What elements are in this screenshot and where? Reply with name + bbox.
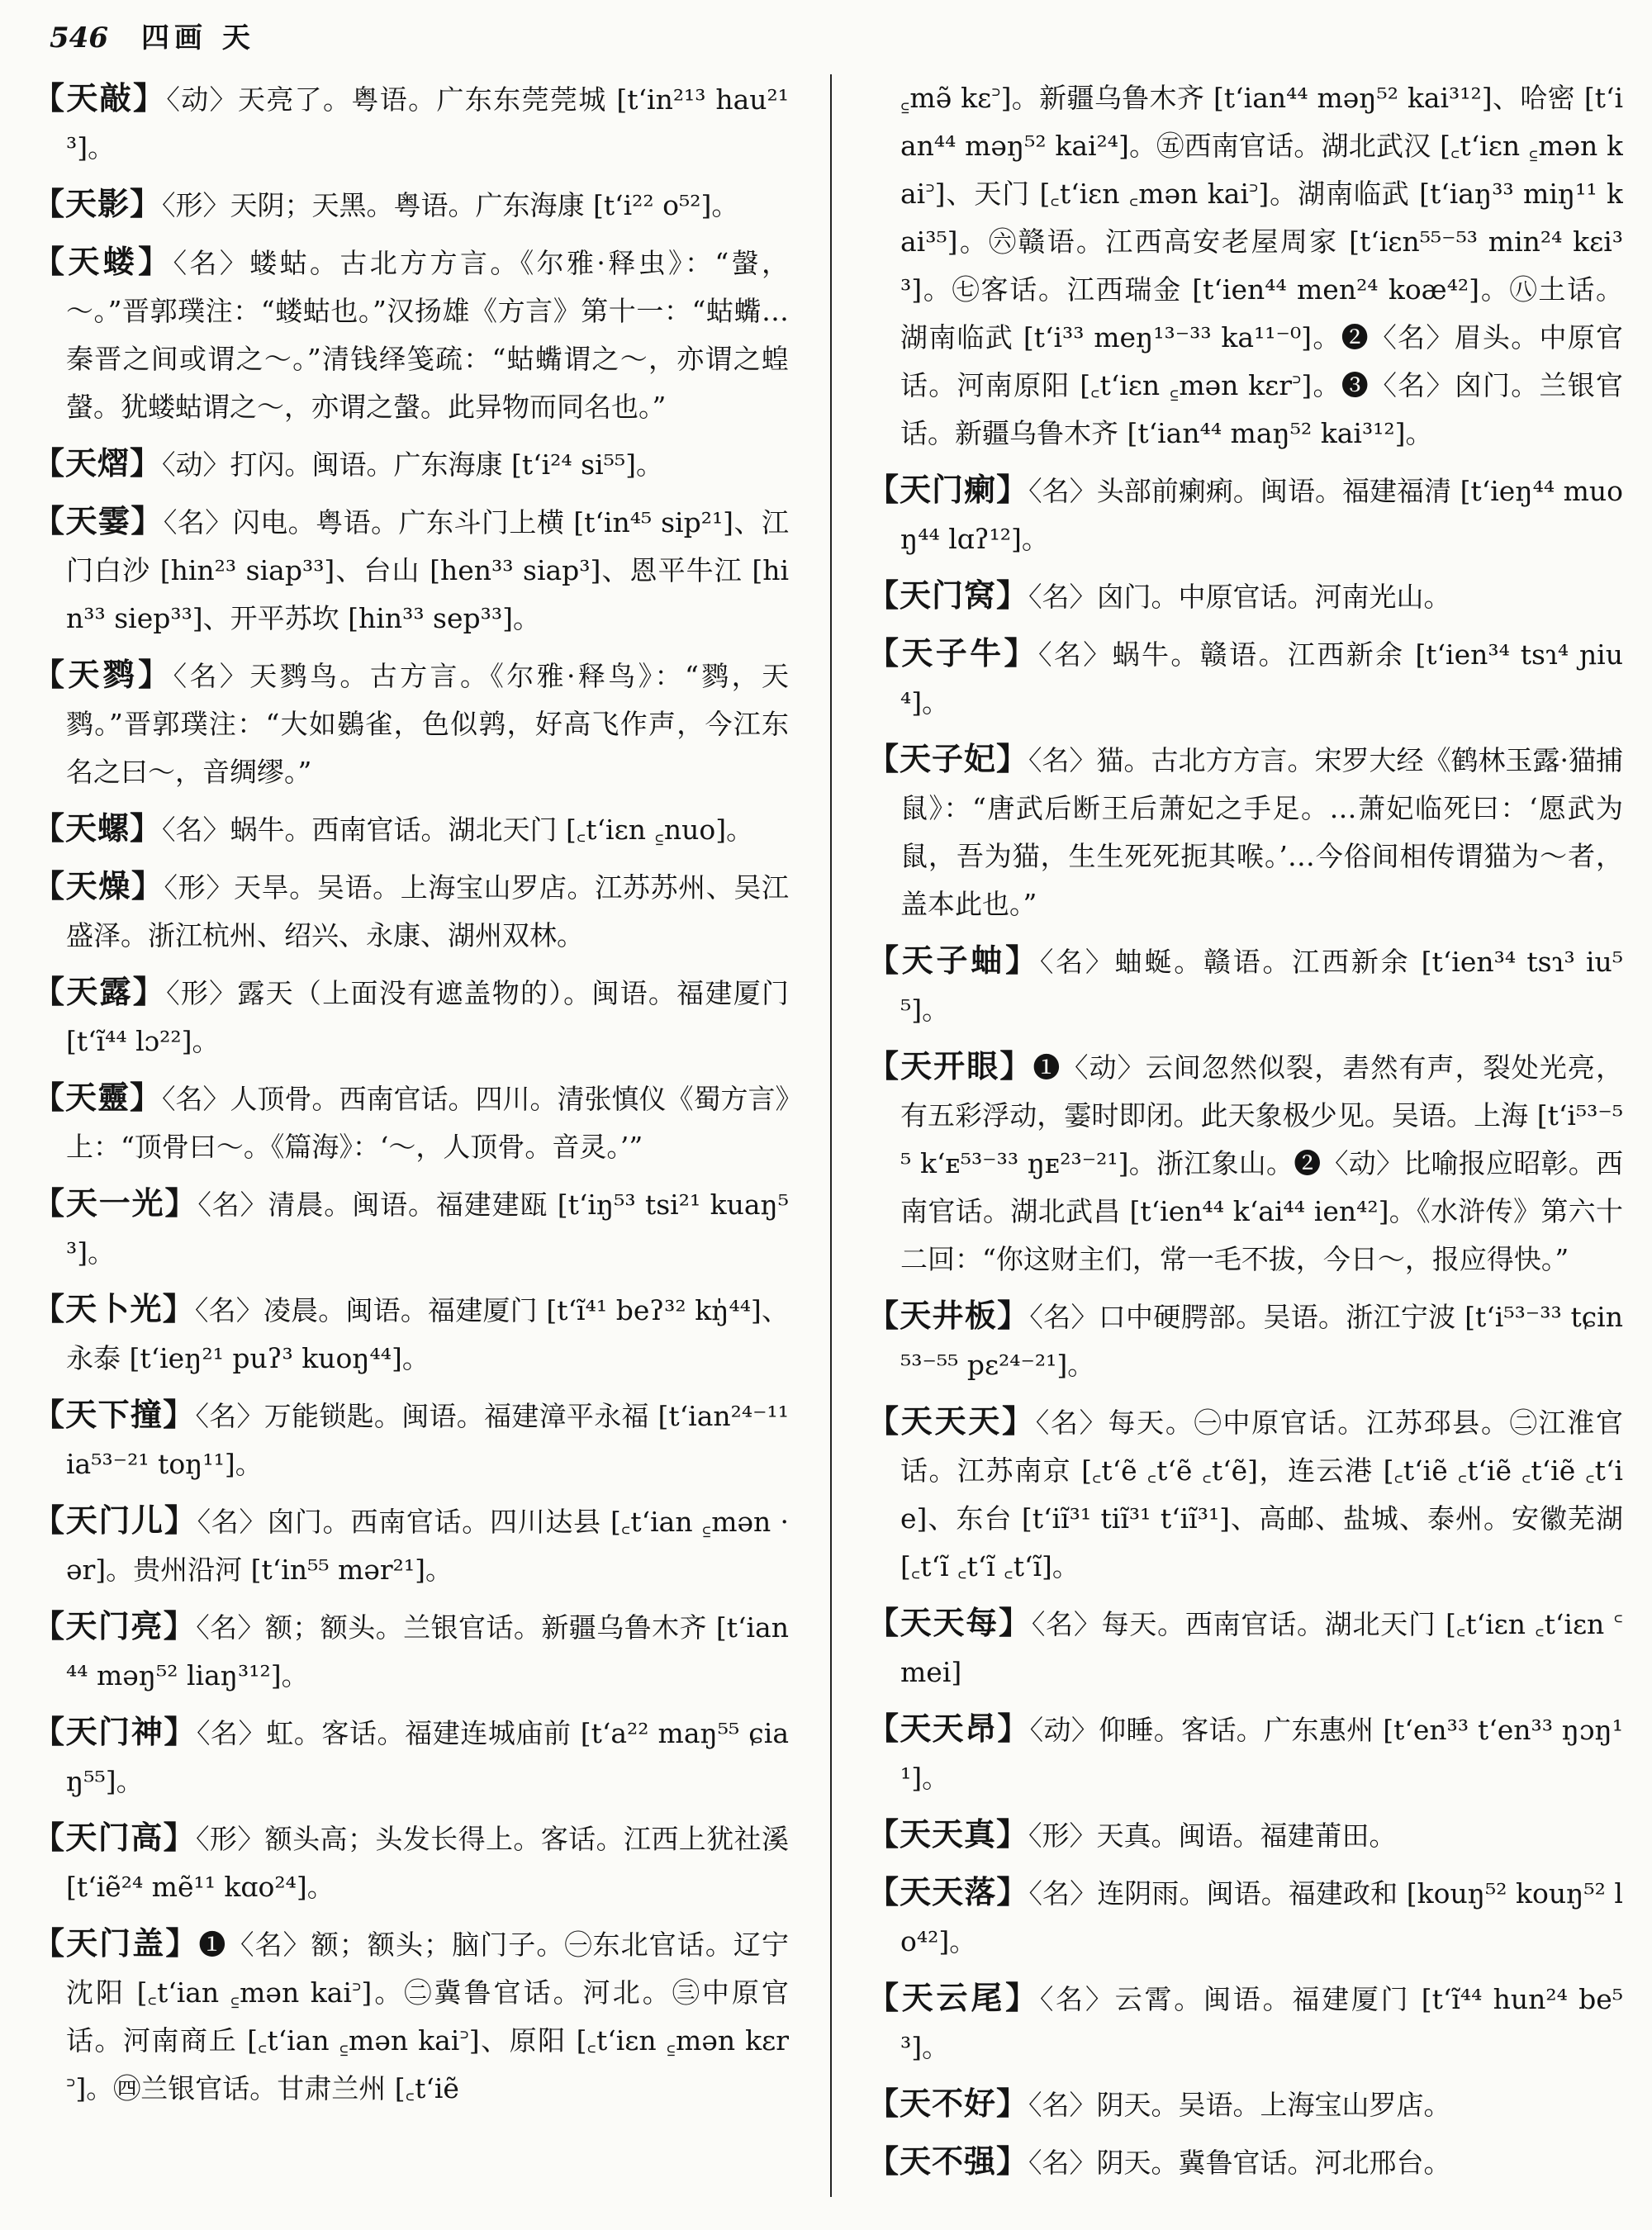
entry-definition: 〈名〉蝼蛄。古北方方言。《尔雅·释虫》：“螜，～。”晋郭璞注：“蝼蛄也。”汉扬雄《方言》第十一：“蛄蟕…秦晋之间或谓之～。”清钱绎笺疏：“蛄蟕谓之～，亦谓之蝗螜。犹蝼蛄谓之～，亦谓之螜。此异物而同名也。” xyxy=(66,247,789,423)
entry-definition: ❶〈名〉额；额头；脑门子。㊀东北官话。辽宁沈阳 [꜀t‘ian ꜁mən kai꜄]。㊁冀鲁官话。河北。㊂中原官话。河南商丘 [꜀t‘ian ꜁mən kai꜄]、原阳 [꜀t‘iɛn ꜁mən kɛr꜄]。㊃兰银官话。甘肃兰州 [꜀t‘iẽ xyxy=(66,1929,789,2104)
entry-headword: 【天天落】 xyxy=(867,1873,1029,1910)
entry-headword: 【天燥】 xyxy=(33,867,164,904)
entry-headword: 【天不强】 xyxy=(867,2142,1029,2180)
entry-headword: 【天子妃】 xyxy=(867,740,1029,777)
dictionary-entry xyxy=(33,439,789,489)
dictionary-entry xyxy=(867,1974,1623,2071)
entry-definition: 〈名〉清晨。闽语。福建建瓯 [t‘iŋ⁵³ tsi²¹ kuaŋ⁵³]。 xyxy=(66,1189,789,1269)
entry-definition: 〈名〉万能锁匙。闽语。福建漳平永福 [t‘ian²⁴⁻¹¹ ia⁵³⁻²¹ toŋ¹¹]。 xyxy=(66,1400,789,1480)
dictionary-entry xyxy=(867,2080,1623,2129)
entry-headword: 【天井板】 xyxy=(867,1297,1030,1334)
entry-headword: 【天影】 xyxy=(33,185,163,222)
entry-headword: 【天鹨】 xyxy=(33,656,173,693)
entry-definition: 〈名〉连阴雨。闽语。福建政和 [kouŋ⁵² kouŋ⁵² lo⁴²]。 xyxy=(900,1877,1623,1957)
dictionary-entry xyxy=(33,804,789,854)
entry-headword: 【天天真】 xyxy=(867,1815,1029,1853)
column-divider xyxy=(830,74,832,2197)
dictionary-entry xyxy=(33,1497,789,1594)
entry-definition: 〈名〉每天。㊀中原官话。江苏邳县。㊁江淮官话。江苏南京 [꜀t‘ẽ ꜀t‘ẽ ꜀t‘ẽ]，连云港 [꜀t‘iẽ ꜀t‘iẽ ꜀t‘iẽ ꜀t‘ie]、东台 [t‘iĩ³¹ tiĩ³¹ t‘iĩ³¹]、高邮、盐城、泰州。安徽芜湖 [꜀t‘ĩ ꜀t‘ĩ ꜀t‘ĩ]。 xyxy=(900,1407,1623,1582)
entry-definition: ꜁mə̃ kɛ꜄]。新疆乌鲁木齐 [t‘ian⁴⁴ məŋ⁵² kai³¹²]、哈密 [t‘ian⁴⁴ məŋ⁵² kai²⁴]。㊄西南官话。湖北武汉 [꜀t‘iɛn ꜁mən kai꜄]、天门 [꜀t‘iɛn ꜀mən kai꜄]。湖南临武 [t‘iaŋ³³ miŋ¹¹ kai³⁵]。㊅赣语。江西高安老屋周家 [t‘iɛn⁵⁵⁻⁵³ min²⁴ kɛi³³]。㊆客话。江西瑞金 [t‘ien⁴⁴ men²⁴ koæ⁴²]。㊇土话。湖南临武 [t‘i³³ meŋ¹³⁻³³ ka¹¹⁻⁰]。❷〈名〉眉头。中原官话。河南原阳 [꜀t‘iɛn ꜁mən kɛr꜄]。❸〈名〉囟门。兰银官话。新疆乌鲁木齐 [t‘ian⁴⁴ maŋ⁵² kai³¹²]。 xyxy=(900,82,1623,449)
entry-definition: 〈名〉虹。客话。福建连城庙前 [t‘a²² maŋ⁵⁵ ɕiaŋ⁵⁵]。 xyxy=(66,1717,789,1797)
entry-headword: 【天蝼】 xyxy=(33,243,173,280)
entry-headword: 【天天天】 xyxy=(867,1402,1036,1440)
page-header xyxy=(50,15,1619,64)
entry-headword: 【天门瘌】 xyxy=(867,471,1029,508)
dictionary-entry xyxy=(867,2137,1623,2187)
right-column xyxy=(867,74,1623,2205)
entry-headword: 【天卜光】 xyxy=(33,1290,195,1327)
entry-definition: 〈动〉打闪。闽语。广东海康 [t‘i²⁴ si⁵⁵]。 xyxy=(162,448,663,481)
entry-definition: 〈名〉阴天。吴语。上海宝山罗店。 xyxy=(1028,2089,1451,2121)
dictionary-entry xyxy=(33,180,789,230)
entry-headword: 【天门神】 xyxy=(33,1713,197,1750)
dictionary-entry xyxy=(867,1042,1623,1283)
entry-headword: 【天熠】 xyxy=(33,444,163,482)
entry-headword: 【天门儿】 xyxy=(33,1502,197,1539)
entry-definition: ❶〈动〉云间忽然似裂，砉然有声，裂处光亮，有五彩浮动，霎时即闭。此天象极少见。吴语。上海 [t‘i⁵³⁻⁵⁵ k‘ᴇ⁵³⁻³³ ŋᴇ²³⁻²¹]。浙江象山。❷〈动〉比喻报应昭彰。西南官话。湖北武昌 [t‘ien⁴⁴ k‘ai⁴⁴ ien⁴²]。《水浒传》第六十二回：“你这财主们，常一毛不拔，今日～，报应得快。” xyxy=(900,1051,1623,1275)
dictionary-entry xyxy=(33,238,789,431)
entry-definition: 〈名〉天鹨鸟。古方言。《尔雅·释鸟》：“鹨，天鹨。”晋郭璞注：“大如鷃雀，色似鹑，好高飞作声，今江东名之曰～，音绸缪。” xyxy=(66,660,789,788)
dictionary-entry xyxy=(33,1285,789,1383)
entry-definition: 〈形〉额头高；头发长得上。客话。江西上犹社溪 [t‘iẽ²⁴ mẽ¹¹ kɑo²⁴]。 xyxy=(66,1823,789,1903)
entry-headword: 【天子牛】 xyxy=(867,634,1038,671)
dictionary-entry xyxy=(867,1397,1623,1591)
entry-definition: 〈名〉囟门。西南官话。四川达县 [꜀t‘ian ꜁mən ·ər]。贵州沿河 [t‘in⁵⁵ mər²¹]。 xyxy=(66,1506,789,1586)
entry-headword: 【天门盖】 xyxy=(33,1924,199,1962)
dictionary-entry xyxy=(33,1708,789,1805)
dictionary-entry xyxy=(867,1292,1623,1389)
entry-definition: 〈名〉蜗牛。西南官话。湖北天门 [꜀t‘iɛn ꜁nuo]。 xyxy=(162,814,754,846)
entry-definition: 〈名〉额；额头。兰银官话。新疆乌鲁木齐 [t‘ian⁴⁴ məŋ⁵² liaŋ³¹²]。 xyxy=(66,1611,789,1691)
section-label: 四画 天 xyxy=(140,21,255,55)
entry-headword: 【天子蚰】 xyxy=(867,942,1040,979)
entry-definition: 〈形〉天旱。吴语。上海宝山罗店。江苏苏州、吴江盛泽。浙江杭州、绍兴、永康、湖州双林。 xyxy=(66,871,789,951)
entry-definition: 〈名〉口中硬腭部。吴语。浙江宁波 [t‘i⁵³⁻³³ tɕin⁵³⁻⁵⁵ pɛ²⁴⁻²¹]。 xyxy=(900,1301,1623,1381)
entry-headword: 【天霎】 xyxy=(33,502,164,539)
dictionary-entry xyxy=(867,1705,1623,1802)
entry-definition: 〈动〉天亮了。粤语。广东东莞莞城 [t‘in²¹³ hau²¹³]。 xyxy=(66,83,789,164)
dictionary-entry xyxy=(33,74,789,172)
dictionary-entry xyxy=(33,1179,789,1277)
dictionary-entry xyxy=(867,1599,1623,1696)
dictionary-entry xyxy=(33,1919,789,2113)
dictionary-entry xyxy=(867,629,1623,727)
dictionary-entry xyxy=(867,572,1623,621)
entry-headword: 【天门窝】 xyxy=(867,576,1029,614)
entry-definition: 〈名〉人顶骨。西南官话。四川。清张慎仪《蜀方言》上：“顶骨曰～。《篇海》：‘～，人顶骨。音灵。’” xyxy=(66,1083,789,1163)
dictionary-entry xyxy=(867,735,1623,928)
dictionary-entry xyxy=(867,1868,1623,1966)
entry-definition: 〈名〉蜗牛。赣语。江西新余 [t‘ien³⁴ tsɿ⁴ ɲiu⁴]。 xyxy=(900,638,1623,719)
dictionary-entry xyxy=(33,1602,789,1700)
entry-definition: 〈名〉囟门。中原官话。河南光山。 xyxy=(1028,581,1451,613)
entry-headword: 【天下撞】 xyxy=(33,1396,196,1433)
dictionary-entry xyxy=(33,862,789,960)
entry-headword: 【天一光】 xyxy=(33,1184,198,1222)
dictionary-entry xyxy=(867,466,1623,563)
entry-headword: 【天门亮】 xyxy=(33,1607,197,1644)
entry-headword: 【天云尾】 xyxy=(867,1979,1040,2016)
entry-definition: 〈形〉天阴；天黑。粤语。广东海康 [t‘i²² o⁵²]。 xyxy=(162,189,739,221)
entry-headword: 【天不好】 xyxy=(867,2085,1029,2122)
entry-headword: 【天门高】 xyxy=(33,1819,197,1856)
entry-headword: 【天螺】 xyxy=(33,809,163,847)
entry-headword: 【天天昂】 xyxy=(867,1710,1030,1747)
page-number: 546 xyxy=(50,21,108,55)
dictionary-entry xyxy=(33,497,789,643)
dictionary-entry xyxy=(867,74,1623,458)
dictionary-entry xyxy=(867,1810,1623,1860)
entry-definition: 〈形〉天真。闽语。福建莆田。 xyxy=(1028,1820,1397,1852)
entry-definition: 〈名〉闪电。粤语。广东斗门上横 [t‘in⁴⁵ sip²¹]、江门白沙 [hin²³ siap³³]、台山 [hen³³ siap³]、恩平牛江 [hin³³ siep³³]、开平苏坎 [hin³³ sep³³]。 xyxy=(66,506,789,634)
entry-definition: 〈名〉云霄。闽语。福建厦门 [t‘ĩ⁴⁴ hun²⁴ be⁵³]。 xyxy=(900,1983,1623,2063)
entry-definition: 〈形〉露天（上面没有遮盖物的）。闽语。福建厦门 [t‘ĩ⁴⁴ lɔ²²]。 xyxy=(66,977,789,1057)
entry-headword: 【天天每】 xyxy=(867,1604,1032,1641)
dictionary-entry xyxy=(33,1814,789,1911)
dictionary-entry xyxy=(33,968,789,1065)
entry-headword: 【天靈】 xyxy=(33,1079,163,1116)
entry-definition: 〈动〉仰睡。客话。广东惠州 [t‘en³³ t‘en³³ ŋɔŋ¹¹]。 xyxy=(900,1714,1623,1794)
entry-headword: 【天露】 xyxy=(33,973,167,1010)
entry-definition: 〈名〉凌晨。闽语。福建厦门 [t‘ĩ⁴¹ beʔ³² kŋ̍⁴⁴]、永泰 [t‘ieŋ²¹ puʔ³ kuoŋ⁴⁴]。 xyxy=(66,1294,789,1374)
dictionary-entry xyxy=(33,1074,789,1171)
entry-definition: 〈名〉每天。西南官话。湖北天门 [꜀t‘iɛn ꜀t‘iɛn ꜂mei] xyxy=(900,1608,1623,1688)
entry-definition: 〈名〉蚰蜒。赣语。江西新余 [t‘ien³⁴ tsɿ³ iu⁵⁵]。 xyxy=(900,946,1623,1026)
entry-headword: 【天敲】 xyxy=(33,79,167,116)
dictionary-entry xyxy=(33,651,789,796)
entry-definition: 〈名〉猫。古北方方言。宋罗大经《鹤林玉露·猫捕鼠》：“唐武后断王后萧妃之手足。…萧妃临死曰：‘愿武为鼠，吾为猫，生生死死扼其喉。’…今俗间相传谓猫为～者，盖本此也。” xyxy=(900,744,1623,920)
entry-definition: 〈名〉头部前瘌痢。闽语。福建福清 [t‘ieŋ⁴⁴ muoŋ⁴⁴ lɑʔ¹²]。 xyxy=(900,475,1623,555)
entry-definition: 〈名〉阴天。冀鲁官话。河北邢台。 xyxy=(1028,2147,1451,2179)
dictionary-entry xyxy=(33,1391,789,1488)
dictionary-entry xyxy=(867,937,1623,1034)
left-column xyxy=(33,74,789,2205)
entry-headword: 【天开眼】 xyxy=(867,1047,1033,1084)
